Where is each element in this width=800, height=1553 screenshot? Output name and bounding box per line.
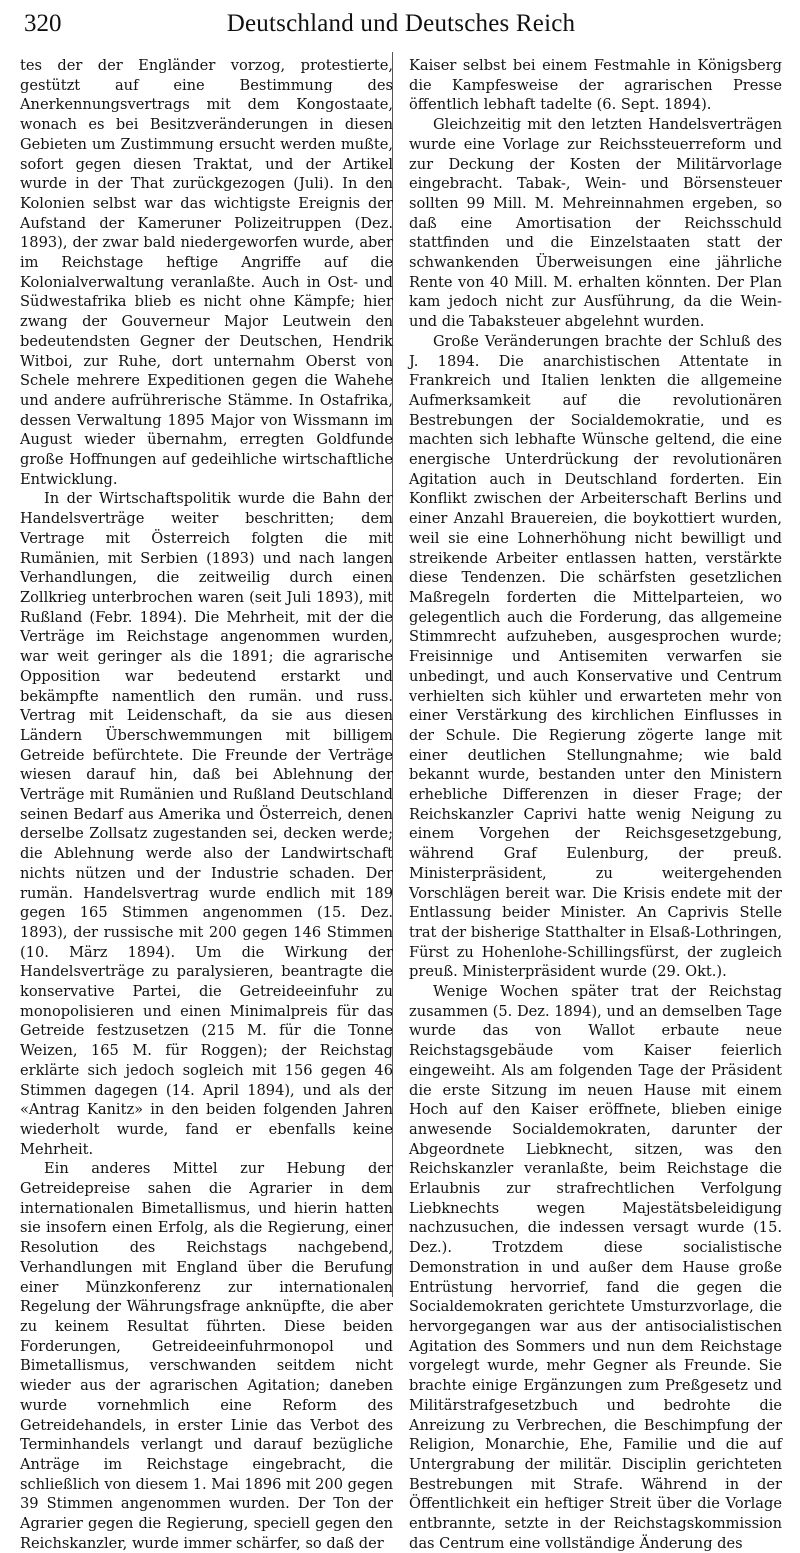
running-title: Deutschland und Deutsches Reich [226, 10, 576, 37]
paragraph: Kaiser selbst bei einem Festmahle in Königsberg die Kampfesweise der agrarischen Presse öffentlich lebhaft tadelte (6. Sept. 1894). [409, 57, 782, 114]
left-column [20, 56, 393, 1553]
page-number: 320 [24, 10, 62, 37]
paragraph: tes der der Engländer vorzog, protestierte, gestützt auf eine Bestimmung des Anerkennungsvertrags mit dem Kongostaate, wonach es bei Besitzveränderungen in diesen Gebieten um Zustimmung ersucht werden mußte, sofort gegen diesen Traktat, und der Artikel wurde in der That zurückgezogen (Juli). In den Kolonien selbst war das wichtigste Ereignis der Aufstand der Kameruner Polizeitruppen (Dez. 1893), der zwar bald niedergeworfen wurde, aber im Reichstage heftige Angriffe auf die Kolonialverwaltung veranlaßte. Auch in Ost- und Südwestafrika blieb es nicht ohne Kämpfe; hier zwang der Gouverneur Major Leutwein den bedeutendsten Gegner der Deutschen, Hendrik Witboi, zur Ruhe, dort unternahm Oberst von Schele mehrere Expeditionen gegen die Wahehe und andere aufrührerische Stämme. In Ostafrika, dessen Verwaltung 1895 Major von Wissmann im August wieder übernahm, erregten Goldfunde große Hoffnungen auf gedeihliche wirtschaftliche Entwicklung. [20, 57, 393, 488]
paragraph: Gleichzeitig mit den letzten Handelsverträgen wurde eine Vorlage zur Reichssteuerreform und zur Deckung der Kosten der Militärvorlage eingebracht. Tabak-, Wein- und Börsensteuer sollten 99 Mill. M. Mehreinnahmen ergeben, so daß eine Amortisation der Reichsschuld stattfinden und die Einzelstaaten statt der schwankenden Überweisungen eine jährliche Rente von 40 Mill. M. erhalten könnten. Der Plan kam jedoch nicht zur Ausführung, da die Wein- und die Tabaksteuer abgelehnt wurden. [409, 116, 782, 331]
paragraph: Große Veränderungen brachte der Schluß des J. 1894. Die anarchistischen Attentate in Frankreich und Italien lenkten die allgemeine Aufmerksamkeit auf die revolutionären Bestrebungen der Socialdemokratie, und es machten sich lebhafte Wünsche geltend, die eine energische Unterdrückung der revolutionären Agitation auch in Deutschland forderten. Ein Konflikt zwischen der Arbeiterschaft Berlins und einer Anzahl Brauereien, die boykottiert wurden, weil sie eine Lohnerhöhung nicht bewilligt und streikende Arbeiter entlassen hatten, verstärkte diese Tendenzen. Die schärfsten gesetzlichen Maßregeln forderten die Mittelparteien, wo gelegentlich auch die Forderung, das allgemeine Stimmrecht aufzuheben, ausgesprochen wurde; Freisinnige und Antisemiten verwarfen sie unbedingt, und auch Konservative und Centrum verhielten sich kühler und erwarteten mehr von einer Verstärkung des kirchlichen Einflusses in der Schule. Die Regierung zögerte lange mit einer deutlichen Stellungnahme; wie bald bekannt wurde, bestanden unter den Ministern erhebliche Differenzen in dieser Frage; der Reichskanzler Caprivi hatte wenig Neigung zu einem Vorgehen der Reichsgesetzgebung, während Graf Eulenburg, der preuß. Ministerpräsident, zu weitergehenden Vorschlägen bereit war. Die Krisis endete mit der Entlassung beider Minister. An Caprivis Stelle trat der bisherige Statthalter in Elsaß-Lothringen, Fürst zu Hohenlohe-Schillingsfürst, der zugleich preuß. Ministerpräsident wurde (29. Okt.). [409, 332, 782, 981]
page-header [20, 6, 782, 56]
paragraph: In der Wirtschaftspolitik wurde die Bahn der Handelsverträge weiter beschritten; dem Vertrage mit Österreich folgten die mit Rumänien, mit Serbien (1893) und nach langen Verhandlungen, die zeitweilig durch einen Zollkrieg unterbrochen waren (seit Juli 1893), mit Rußland (Febr. 1894). Die Mehrheit, mit der die Verträge im Reichstage angenommen wurden, war weit geringer als die 1891; die agrarische Opposition war bedeutend erstarkt und bekämpfte namentlich den rumän. und russ. Vertrag mit Leidenschaft, da sie aus diesen Ländern Überschwemmungen mit billigem Getreide befürchtete. Die Freunde der Verträge wiesen darauf hin, daß bei Ablehnung der Verträge mit Rumänien und Rußland Deutschland seinen Bedarf aus Amerika und Österreich, denen derselbe Zollsatz zugestanden sei, decken werde; die Ablehnung werde also der Landwirtschaft nichts nützen und der Industrie schaden. Der rumän. Handelsvertrag wurde endlich mit 189 gegen 165 Stimmen angenommen (15. Dez. 1893), der russische mit 200 gegen 146 Stimmen (10. März 1894). Um die Wirkung der Handelsverträge zu paralysieren, beantragte die konservative Partei, die Getreideeinfuhr zu monopolisieren und einen Minimalpreis für das Getreide festzusetzen (215 M. für die Tonne Weizen, 165 M. für Roggen); der Reichstag erklärte sich jedoch sogleich mit 156 gegen 46 Stimmen dagegen (14. April 1894), und als der «Antrag Kanitz» in den beiden folgenden Jahren wiederholt wurde, fand er ebenfalls keine Mehrheit. [20, 490, 393, 1158]
right-column [409, 56, 782, 1553]
paragraph: Wenige Wochen später trat der Reichstag zusammen (5. Dez. 1894), und an demselben Tage wurde das von Wallot erbaute neue Reichstagsgebäude vom Kaiser feierlich eingeweiht. Als am folgenden Tage der Präsident die erste Sitzung im neuen Hause mit einem Hoch auf den Kaiser eröffnete, blieben einige anwesende Socialdemokraten, darunter der Abgeordnete Liebknecht, sitzen, was den Reichskanzler veranlaßte, beim Reichstage die Erlaubnis zur strafrechtlichen Verfolgung Liebknechts wegen Majestätsbeleidigung nachzusuchen, die indessen versagt wurde (15. Dez.). Trotzdem diese socialistische Demonstration in und außer dem Hause große Entrüstung hervorrief, fand die gegen die Socialdemokraten gerichtete Umsturzvorlage, die hervorgegangen war aus der antisocialistischen Agitation des Sommers und nun dem Reichstage vorgelegt wurde, mehr Gegner als Freunde. Sie brachte einige Ergänzungen zum Preßgesetz und Militärstrafgesetzbuch und bedrohte die Anreizung zu Verbrechen, die Beschimpfung der Religion, Monarchie, Ehe, Familie und die auf Untergrabung der militär. Disciplin gerichteten Bestrebungen mit Strafe. Während in der Öffentlichkeit ein heftiger Streit über die Vorlage entbrannte, setzte in der Reichstagskommission das Centrum eine vollständige Änderung des [409, 983, 782, 1552]
paragraph: Ein anderes Mittel zur Hebung der Getreidepreise sahen die Agrarier in dem internationalen Bimetallismus, und hierin hatten sie insofern einen Erfolg, als die Regierung, einer Resolution des Reichstags nachgebend, Verhandlungen mit England über die Berufung einer Münzkonferenz zur internationalen Regelung der Währungsfrage anknüpfte, die aber zu keinem Resultat führten. Diese beiden Forderungen, Getreideeinfuhrmonopol und Bimetallismus, verschwanden seitdem nicht wieder aus der agrarischen Agitation; daneben wurde vornehmlich eine Reform des Getreidehandels, in erster Linie das Verbot des Terminhandels verlangt und darauf bezügliche Anträge im Reichstage eingebracht, die schließlich von diesem 1. Mai 1896 mit 200 gegen 39 Stimmen angenommen wurden. Der Ton der Agrarier gegen die Regierung, speciell gegen den Reichskanzler, wurde immer schärfer, so daß der [20, 1160, 393, 1552]
text-columns [20, 56, 782, 1553]
